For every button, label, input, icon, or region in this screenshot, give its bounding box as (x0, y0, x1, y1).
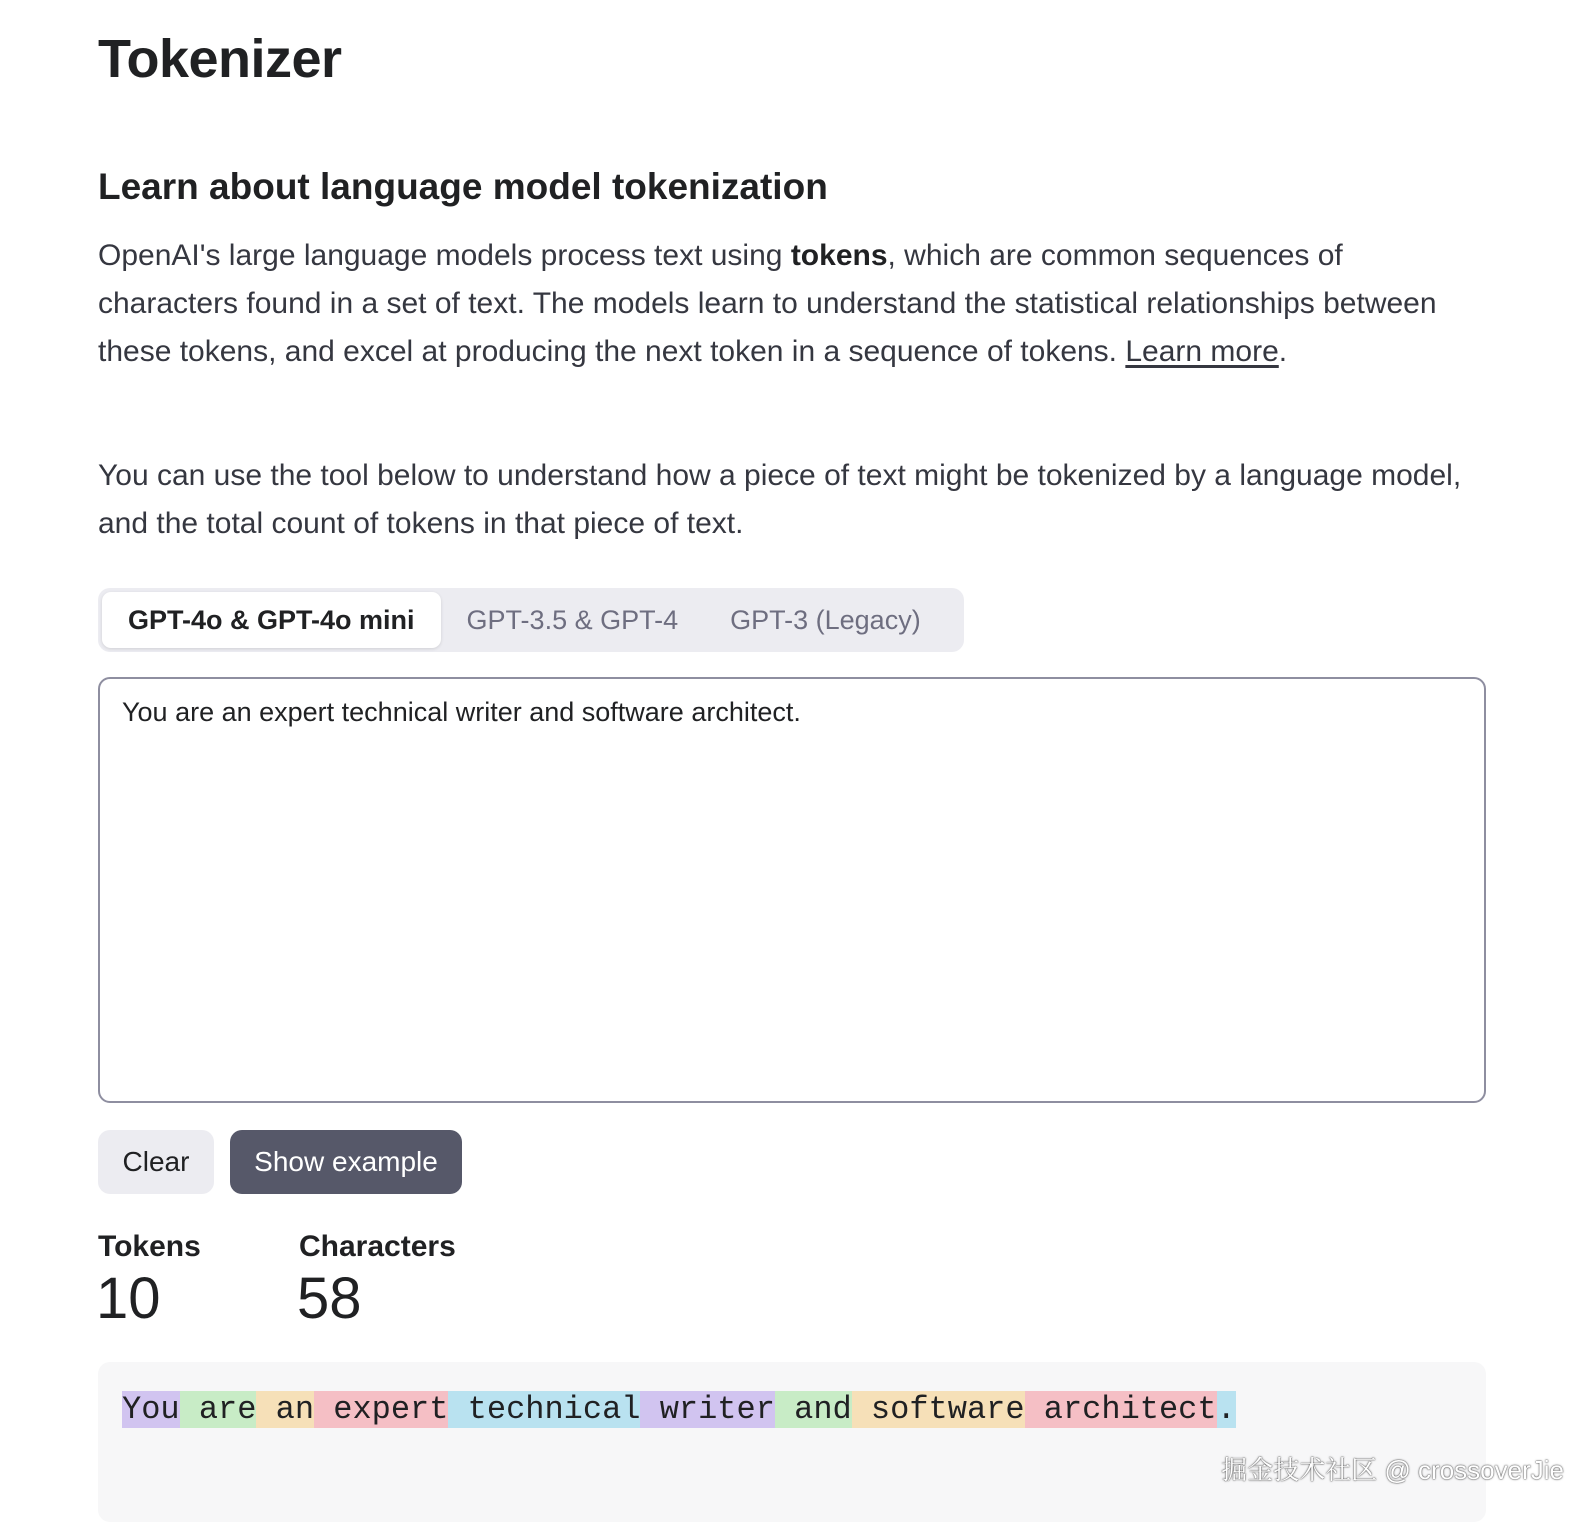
usage-paragraph: You can use the tool below to understand how a piece of text might be tokenized by a language model, and the total count of tokens in that piece of text. (98, 459, 1462, 540)
page-title: Tokenizer (98, 29, 342, 89)
tokens-label: Tokens (98, 1230, 201, 1263)
tab-gpt-4o[interactable]: GPT-4o & GPT-4o mini (102, 592, 441, 648)
token-chip: . (1216, 1391, 1236, 1428)
tokens-count: 10 (96, 1266, 161, 1331)
intro-period: . (1278, 335, 1288, 368)
section-heading: Learn about language model tokenization (98, 166, 828, 207)
intro-paragraph (98, 232, 1478, 376)
clear-button[interactable]: Clear (98, 1130, 214, 1194)
token-chip: and (774, 1391, 852, 1428)
show-example-button[interactable]: Show example (230, 1130, 462, 1194)
intro-bold-tokens: tokens (790, 239, 888, 272)
token-chip: software (851, 1391, 1025, 1428)
characters-label: Characters (299, 1230, 456, 1263)
tab-gpt-3-legacy[interactable]: GPT-3 (Legacy) (730, 604, 921, 635)
intro-text-start: OpenAI's large language models process text using (98, 239, 791, 272)
token-chip: are (179, 1391, 257, 1428)
tokens-stat (98, 1230, 201, 1330)
characters-count: 58 (297, 1266, 362, 1331)
tab-gpt-3-5-gpt-4[interactable]: GPT-3.5 & GPT-4 (466, 604, 679, 635)
learn-more-link[interactable]: Learn more (1125, 335, 1279, 368)
watermark: 掘金技术社区 @ crossoverJie (1221, 1455, 1564, 1485)
intro-text-end: , which are common sequences of characters found in a set of text. The models learn to understand the statistical relationships between these tokens, and excel at producing the next token in a sequence of tokens. (98, 239, 1437, 368)
token-chip: architect (1024, 1391, 1217, 1428)
token-output (98, 1362, 1486, 1522)
characters-stat (299, 1230, 456, 1330)
token-chip: writer (640, 1391, 775, 1428)
token-chip: You (122, 1391, 180, 1428)
text-input[interactable] (98, 677, 1486, 1103)
token-chip: technical (448, 1391, 641, 1428)
model-tabs (98, 588, 964, 652)
token-chip: an (256, 1391, 315, 1428)
token-chip: expert (314, 1391, 449, 1428)
